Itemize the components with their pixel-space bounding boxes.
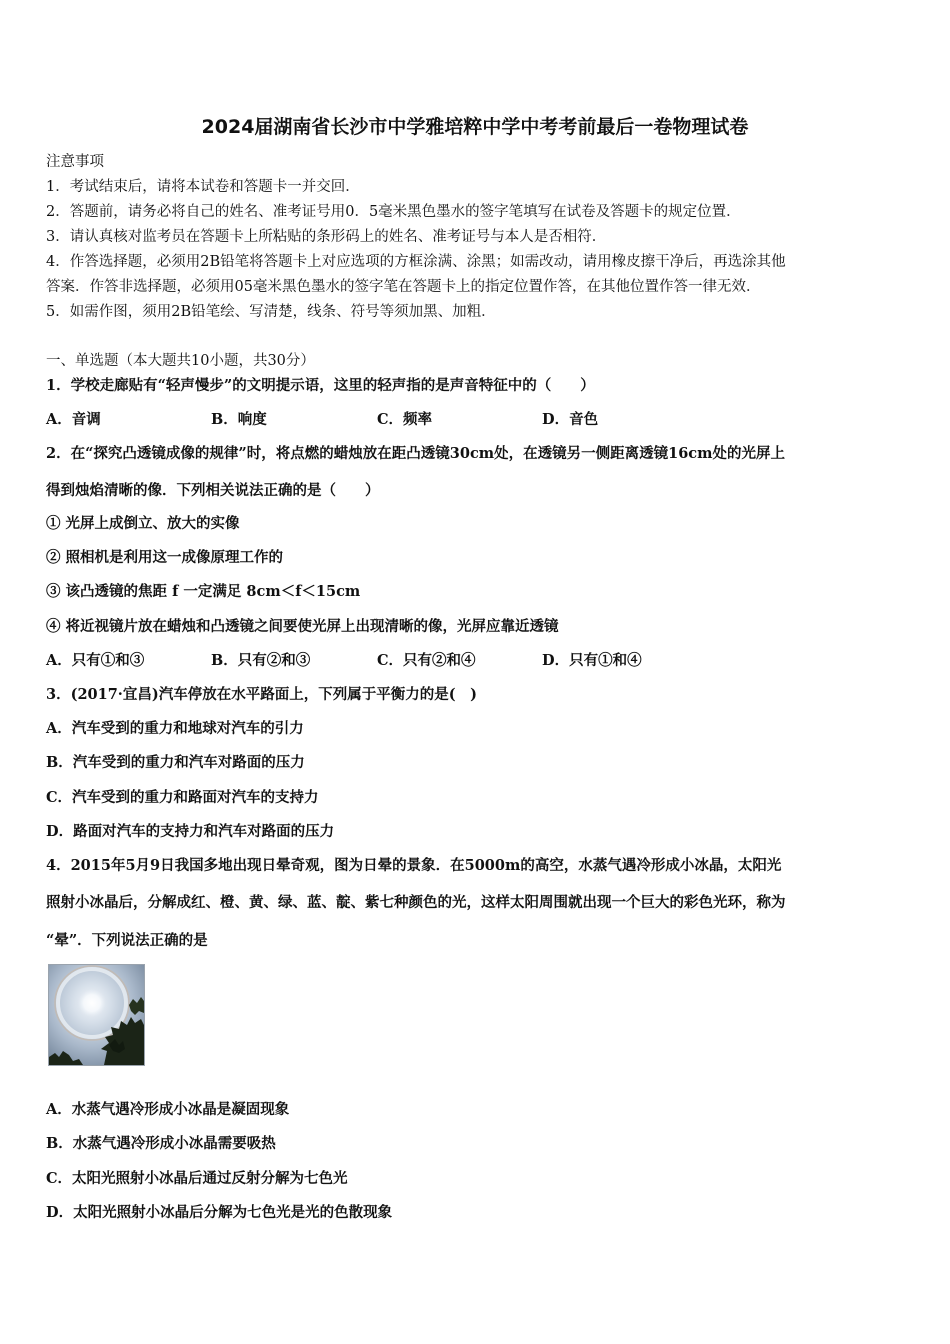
statement: ① 光屏上成倒立、放大的实像 — [46, 515, 240, 532]
option-c: C．汽车受到的重力和路面对汽车的支持力 — [46, 789, 319, 806]
question-3-stem: 3．(2017·宜昌)汽车停放在水平路面上，下列属于平衡力的是( ) — [46, 686, 477, 703]
statement: ③ 该凸透镜的焦距 f 一定满足 8cm＜f＜15cm — [46, 583, 361, 600]
sun-halo-photo — [48, 964, 145, 1066]
option-b: B．汽车受到的重力和汽车对路面的压力 — [46, 754, 305, 771]
option-c: C．只有②和④ — [377, 652, 476, 669]
option-a: A．音调 — [46, 411, 101, 428]
option-a: A．水蒸气遇冷形成小冰晶是凝固现象 — [46, 1101, 290, 1118]
question-2-stem: 得到烛焰清晰的像．下列相关说法正确的是（ ） — [46, 482, 380, 499]
notice-heading: 注意事项 — [46, 154, 104, 170]
question-4-stem: 4．2015年5月9日我国多地出现日晕奇观，图为日晕的景象．在5000m的高空，水蒸气遇冷形成小冰晶，太阳光 — [46, 857, 782, 874]
option-b: B．响度 — [211, 411, 267, 428]
notice-item: 答案．作答非选择题，必须用05毫米黑色墨水的签字笔在答题卡上的指定位置作答，在其他位置作答一律无效． — [46, 279, 761, 295]
option-a: A．只有①和③ — [46, 652, 145, 669]
notice-item: 4．作答选择题，必须用2B铅笔将答题卡上对应选项的方框涂满、涂黑；如需改动，请用橡皮擦干净后，再选涂其他 — [46, 254, 786, 270]
notice-item: 5．如需作图，须用2B铅笔绘、写清楚，线条、符号等须加黑、加粗． — [46, 304, 496, 320]
option-d: D．音色 — [542, 411, 599, 428]
option-d: D．只有①和④ — [542, 652, 642, 669]
option-d: D．太阳光照射小冰晶后分解为七色光是光的色散现象 — [46, 1204, 393, 1221]
option-b: B．水蒸气遇冷形成小冰晶需要吸热 — [46, 1135, 276, 1152]
option-d: D．路面对汽车的支持力和汽车对路面的压力 — [46, 823, 335, 840]
notice-item: 3．请认真核对监考员在答题卡上所粘贴的条形码上的姓名、准考证号与本人是否相符． — [46, 229, 607, 245]
option-b: B．只有②和③ — [211, 652, 311, 669]
option-a: A．汽车受到的重力和地球对汽车的引力 — [46, 720, 304, 737]
statement: ④ 将近视镜片放在蜡烛和凸透镜之间要使光屏上出现清晰的像，光屏应靠近透镜 — [46, 618, 559, 635]
question-4-stem: “晕”．下列说法正确的是 — [46, 932, 208, 949]
sun-halo-image — [49, 965, 144, 1065]
exam-title: 2024届湖南省长沙市中学雅培粹中学中考考前最后一卷物理试卷 — [201, 116, 749, 138]
question-2-stem: 2．在“探究凸透镜成像的规律”时，将点燃的蜡烛放在距凸透镜30cm处，在透镜另一侧距离透镜16cm处的光屏上 — [46, 445, 785, 462]
option-c: C．太阳光照射小冰晶后通过反射分解为七色光 — [46, 1170, 348, 1187]
notice-item: 2．答题前，请务必将自己的姓名、准考证号用0．5毫米黑色墨水的签字笔填写在试卷及答题卡的规定位置． — [46, 204, 741, 220]
section-heading: 一、单选题（本大题共10小题，共30分） — [46, 353, 315, 369]
notice-item: 1．考试结束后，请将本试卷和答题卡一并交回． — [46, 179, 360, 195]
question-4-stem: 照射小冰晶后，分解成红、橙、黄、绿、蓝、靛、紫七种颜色的光，这样太阳周围就出现一个巨大的彩色光环，称为 — [46, 894, 786, 911]
option-c: C．频率 — [377, 411, 433, 428]
question-1-stem: 1．学校走廊贴有“轻声慢步”的文明提示语，这里的轻声指的是声音特征中的（ ） — [46, 377, 595, 394]
statement: ② 照相机是利用这一成像原理工作的 — [46, 549, 284, 566]
